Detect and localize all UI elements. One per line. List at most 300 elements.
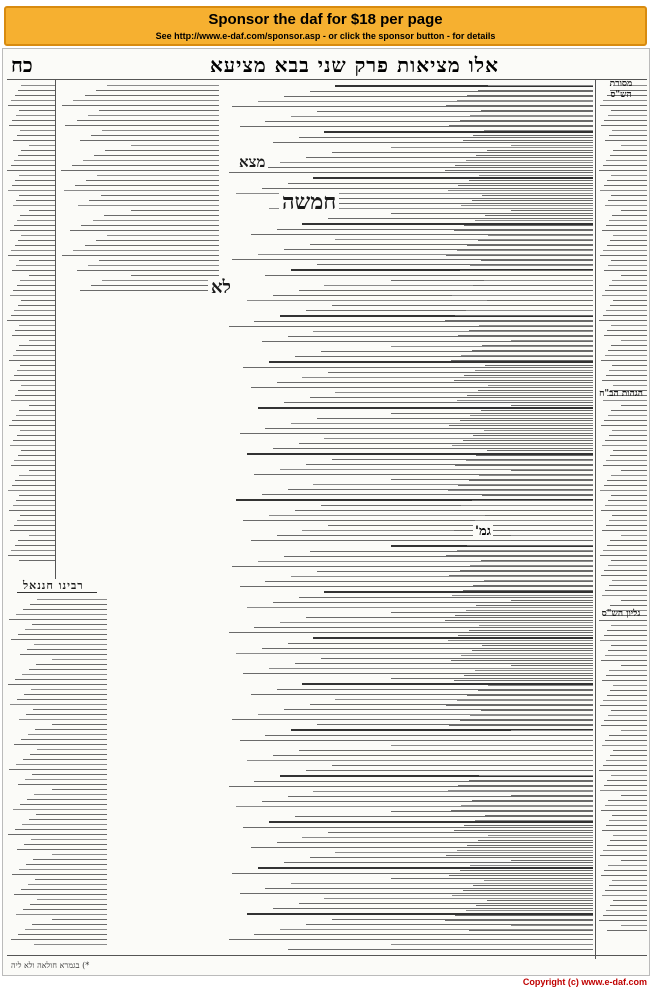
text-line [454,830,594,831]
text-line [511,535,594,536]
text-line [608,265,647,266]
text-line [104,215,219,216]
text-line [458,635,593,636]
text-line [484,130,594,131]
text-line [488,835,593,836]
text-line [105,150,219,151]
text-line [18,540,55,541]
text-line [20,130,55,131]
text-line [12,270,55,271]
text-line [611,775,647,776]
text-line [604,120,647,121]
text-line [605,805,647,806]
text-line [607,480,647,481]
text-line [610,240,647,241]
text-line [476,755,593,756]
text-line [463,440,594,441]
text-line [29,340,55,341]
text-line [610,905,647,906]
text-line [18,155,55,156]
text-line [602,680,647,681]
text-line [610,605,647,606]
text-line [52,854,107,855]
text-line [606,160,647,161]
text-line [611,625,647,626]
text-line [10,230,55,231]
text-line [610,305,647,306]
text-line [621,600,647,601]
text-line [610,755,647,756]
text-line [96,90,219,91]
text-line [8,684,107,685]
text-line [460,420,594,421]
text-line [11,550,55,551]
text-line [611,475,647,476]
text-line [607,930,647,931]
text-line [25,779,107,780]
text-line [11,250,55,251]
footer-rule [7,955,647,956]
text-line [608,565,647,566]
text-line [613,150,647,151]
text-line [603,315,647,316]
rabbenu-chananel-column [7,599,107,954]
text-line [99,110,219,111]
text-line [26,864,107,865]
text-line [449,875,593,876]
text-line [451,510,594,511]
text-line [612,580,647,581]
text-line [64,190,219,191]
text-line [29,535,55,536]
page-header-title: אלו מציאות פרק שני בבא מציעא [209,53,499,77]
text-line [16,764,107,765]
text-line [621,535,647,536]
text-line [461,805,593,806]
text-line [29,145,55,146]
text-line [608,115,647,116]
text-line [461,205,593,206]
text-line [608,865,647,866]
text-line [612,515,647,516]
footnote: *) בגמרא חולאה ולא ליה [11,961,90,970]
tosafot-column [59,85,219,295]
rashi-column [443,85,593,955]
text-line [464,225,593,226]
text-line [611,645,647,646]
text-line [9,510,55,511]
text-line [25,629,107,630]
rabbenu-rule [17,592,97,593]
text-line [33,859,107,860]
text-line [77,270,219,271]
text-line [473,285,593,286]
text-line [62,105,219,106]
text-line [613,685,647,686]
text-line [16,415,55,416]
mishnah-opening-word: מצא [236,153,268,172]
text-line [13,140,55,141]
text-line [469,330,594,331]
text-line [469,930,594,931]
text-line [88,115,219,116]
text-line [601,810,647,811]
ein-mishpat-column [7,85,55,565]
text-line [463,290,594,291]
text-line [107,235,219,236]
text-line [475,220,594,221]
text-line [611,260,647,261]
text-line [511,470,594,471]
text-line [17,699,107,700]
text-line [609,885,647,886]
text-line [605,505,647,506]
text-line [469,630,594,631]
text-line [511,925,594,926]
text-line [21,385,55,386]
text-line [19,475,55,476]
text-line [19,560,55,561]
text-line [29,669,107,670]
text-line [481,710,594,711]
text-line [621,405,647,406]
text-line [446,855,593,856]
text-line [457,400,594,401]
text-line [454,680,594,681]
text-line [19,345,55,346]
text-line [603,850,647,851]
text-line [609,520,647,521]
text-line [601,575,647,576]
text-line [485,515,593,516]
text-line [604,720,647,721]
text-line [600,105,647,106]
text-line [8,834,107,835]
text-line [86,180,219,181]
text-line [600,190,647,191]
text-line [473,735,593,736]
text-line [15,245,55,246]
text-line [606,910,647,911]
text-line [19,495,55,496]
text-line [607,245,647,246]
text-line [479,625,593,626]
text-line [621,145,647,146]
text-line [19,325,55,326]
rashi-text-lines [443,85,593,931]
text-line [612,815,647,816]
text-line [94,155,219,156]
text-line [461,505,593,506]
text-line [26,714,107,715]
text-line [34,794,107,795]
text-line [18,634,107,635]
text-line [481,110,594,111]
text-line [15,545,55,546]
text-line [472,650,594,651]
text-line [457,850,594,851]
text-line [460,720,594,721]
text-line [14,894,107,895]
text-line [599,770,647,771]
text-line [604,270,647,271]
text-line [610,155,647,156]
text-line [511,665,594,666]
text-line [610,540,647,541]
text-line [613,450,647,451]
text-line [470,265,593,266]
text-line [27,649,107,650]
text-line [463,140,594,141]
text-line [97,175,219,176]
text-line [604,185,647,186]
text-line [34,944,107,945]
section-opening-word: חמשה [279,189,339,215]
text-line [612,215,647,216]
text-line [80,290,219,291]
text-line [10,445,55,446]
banner-subtitle: See http://www.e-daf.com/sponsor.asp - or click the sponsor button - for details [155,31,496,41]
text-line [445,170,594,171]
text-line [11,639,107,640]
text-line [481,410,594,411]
text-line [613,235,647,236]
text-line [604,570,647,571]
text-line [621,925,647,926]
text-line [52,659,107,660]
text-line [463,590,594,591]
text-line [464,825,593,826]
text-line [9,360,55,361]
text-line [16,500,55,501]
text-line [607,695,647,696]
text-line [20,430,55,431]
text-line [621,795,647,796]
text-line [29,819,107,820]
text-line [17,370,55,371]
text-line [467,395,593,396]
text-line [511,795,594,796]
text-line [19,110,55,111]
text-line [31,689,107,690]
text-line [470,565,593,566]
text-line [478,840,594,841]
text-line [511,730,594,731]
text-line [481,560,594,561]
text-line [605,440,647,441]
text-line [467,545,593,546]
text-line [484,880,594,881]
text-line [10,380,55,381]
text-line [608,715,647,716]
header-rule [7,79,647,80]
text-line [599,920,647,921]
mishnah-marker: גמ' [475,524,491,539]
text-line [602,830,647,831]
text-line [464,675,593,676]
text-line [606,375,647,376]
text-line [606,225,647,226]
text-line [23,909,107,910]
text-line [621,470,647,471]
rabbenu-chananel-text-lines [7,599,107,945]
text-line [472,200,594,201]
text-line [9,769,107,770]
text-line [467,695,593,696]
text-line [607,545,647,546]
text-line [445,320,594,321]
text-line [457,250,594,251]
text-line [608,500,647,501]
text-line [91,285,219,286]
text-line [30,604,107,605]
text-line [19,175,55,176]
text-line [469,180,594,181]
text-line [613,750,647,751]
text-line [482,345,593,346]
text-line [19,410,55,411]
text-line [30,904,107,905]
text-line [9,125,55,126]
text-line [455,615,593,616]
text-line [461,655,593,656]
text-line [22,674,107,675]
text-line [17,285,55,286]
text-line [611,195,647,196]
text-line [460,120,594,121]
text-line [487,750,594,751]
text-line [452,595,593,596]
text-line [606,675,647,676]
text-line [621,860,647,861]
text-line [15,679,107,680]
text-line [11,465,55,466]
text-line [612,130,647,131]
text-line [472,800,594,801]
text-line [455,465,593,466]
text-line [449,425,593,426]
text-line [35,879,107,880]
text-line [18,240,55,241]
text-line [75,185,219,186]
text-line [511,275,594,276]
text-line [612,365,647,366]
text-line [460,570,594,571]
text-line [478,540,594,541]
text-line [454,230,594,231]
text-line [12,335,55,336]
text-line [602,745,647,746]
text-line [12,874,107,875]
text-line [469,480,594,481]
text-line [466,460,594,461]
text-line [12,420,55,421]
text-line [466,310,594,311]
text-line [605,740,647,741]
text-line [20,804,107,805]
text-line [20,280,55,281]
text-line [600,640,647,641]
text-line [15,829,107,830]
text-line [14,744,107,745]
text-line [599,320,647,321]
text-line [17,135,55,136]
text-line [81,225,219,226]
text-line [91,135,219,136]
text-line [78,205,219,206]
text-line [601,125,647,126]
text-line [479,175,593,176]
text-line [11,315,55,316]
right-divider [595,79,596,959]
text-line [131,210,219,211]
text-line [17,520,55,521]
text-line [602,230,647,231]
text-line [609,285,647,286]
text-line [604,870,647,871]
text-line [602,380,647,381]
text-line [23,609,107,610]
text-line [600,705,647,706]
text-line [609,735,647,736]
text-line [511,210,594,211]
text-line [603,165,647,166]
text-line [13,809,107,810]
sponsor-banner[interactable] [4,6,647,46]
text-line [28,884,107,885]
text-line [467,95,593,96]
text-line [511,145,594,146]
text-line [613,385,647,386]
text-line [18,90,55,91]
text-line [611,710,647,711]
text-line [608,650,647,651]
text-line [603,250,647,251]
text-line [601,510,647,511]
text-line [604,420,647,421]
text-line [599,170,647,171]
text-line [32,624,107,625]
text-line [14,225,55,226]
text-line [470,865,593,866]
text-line [611,175,647,176]
text-line [107,85,219,86]
text-line [18,784,107,785]
text-line [20,654,107,655]
text-line [89,200,219,201]
text-line [18,390,55,391]
text-line [131,145,219,146]
text-line [488,385,593,386]
text-line [52,789,107,790]
text-line [445,620,594,621]
text-line [34,644,107,645]
left-divider [55,79,56,579]
text-line [445,920,594,921]
text-line [487,900,594,901]
text-line [21,85,55,86]
text-line [77,120,219,121]
text-line [16,200,55,201]
text-line [604,635,647,636]
text-line [24,694,107,695]
text-line [511,860,594,861]
text-line [463,890,594,891]
copyright-link[interactable]: Copyright (c) www.e-daf.com [522,977,647,987]
text-line [12,120,55,121]
text-line [482,645,593,646]
text-line [607,330,647,331]
